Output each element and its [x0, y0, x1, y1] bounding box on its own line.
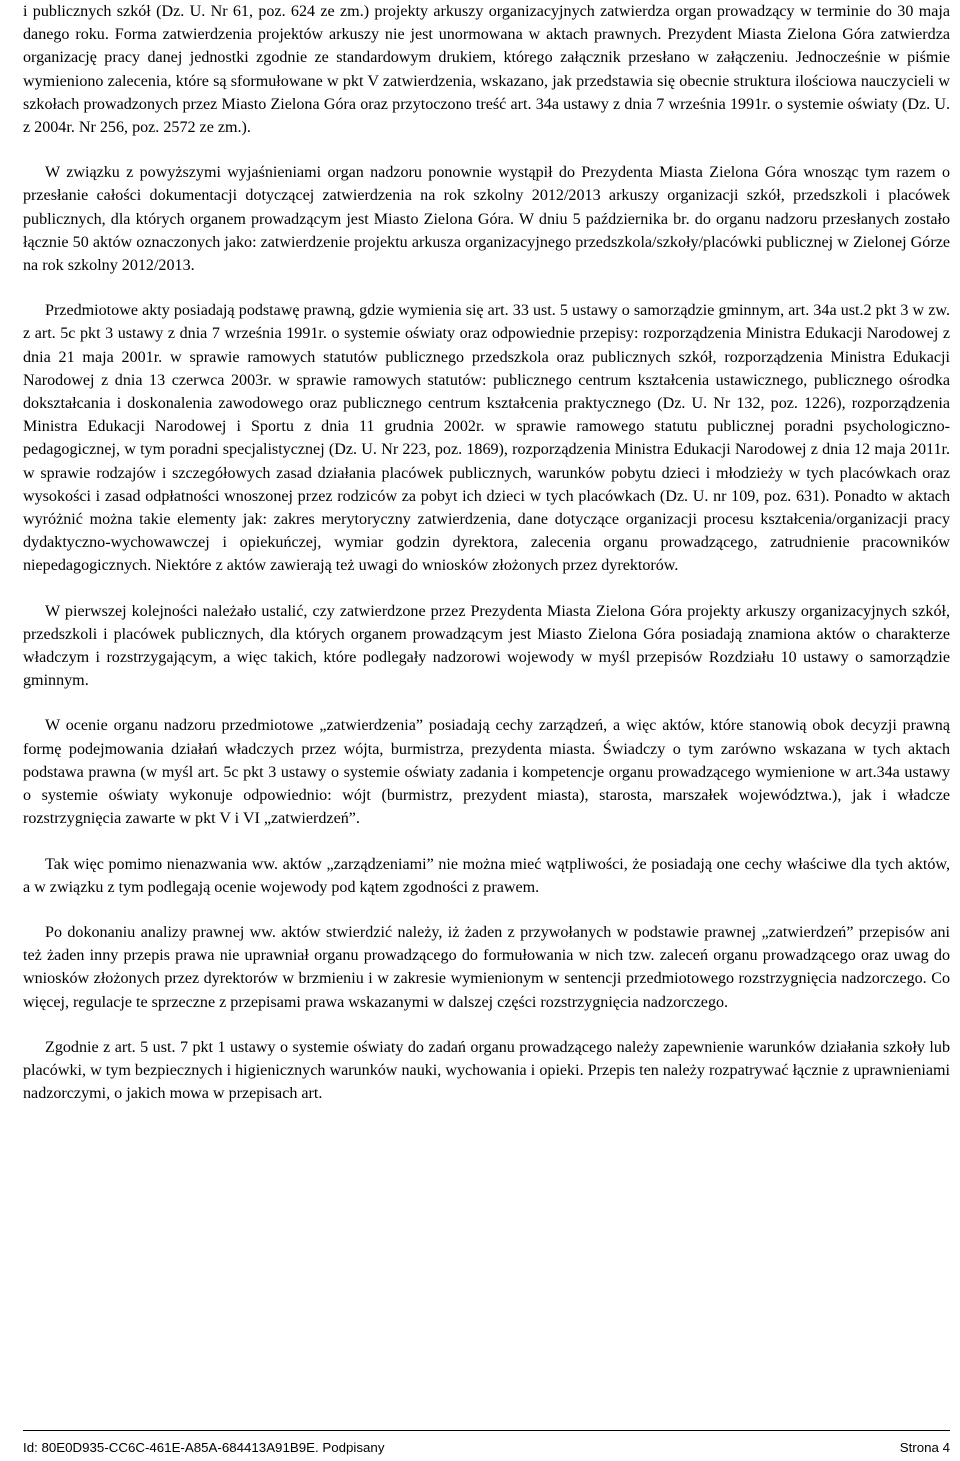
- paragraph-gap: [23, 277, 950, 299]
- document-id-text: Id: 80E0D935-CC6C-461E-A85A-684413A91B9E. Podpisany: [23, 1440, 385, 1455]
- paragraph-3: Przedmiotowe akty posiadają podstawę prawną, gdzie wymienia się art. 33 ust. 5 ustawy o samorządzie gminnym, art. 34a ust.2 pkt 3 w zw. z art. 5c pkt 3 ustawy z dnia 7 września 1991r. o systemie oświaty oraz odpowiednie przepisy: rozporządzenia Ministra Edukacji Narodowej z dnia 21 maja 2001r. w sprawie ramowych statutów publicznego przedszkola oraz publicznych szkół, rozporządzenia Ministra Edukacji Narodowej z dnia 13 czerwca 2003r. w sprawie ramowych statutów: publicznego centrum kształcenia ustawicznego, publicznego ośrodka dokształcania i doskonalenia zawodowego oraz publicznego centrum kształcenia praktycznego (Dz. U. Nr 132, poz. 1226), rozporządzenia Ministra Edukacji Narodowej i Sportu z dnia 11 grudnia 2002r. w sprawie ramowego statutu publicznej poradni psychologiczno-pedagogicznej, w tym poradni specjalistycznej (Dz. U. Nr 223, poz. 1869), rozporządzenia Ministra Edukacji Narodowej z dnia 12 maja 2011r. w sprawie rodzajów i szczegółowych zasad działania placówek publicznych, warunków pobytu dzieci i młodzieży w tych placówkach oraz wysokości i zasad odpłatności wnoszonej przez rodziców za pobyt ich dzieci w tych placówkach (Dz. U. nr 109, poz. 631). Ponadto w aktach wyróżnić można takie elementy jak: zakres merytoryczny zatwierdzenia, dane dotyczące organizacji procesu kształcenia/organizacji pracy dydaktyczno-wychowawczej i opiekuńczej, wymiar godzin dyrektora, zalecenia organu prowadzącego, zatrudnienie pracowników niepedagogicznych. Niektóre z aktów zawierają też uwagi do wniosków złożonych przez dyrektorów.: [23, 302, 950, 575]
- paragraph-8: Zgodnie z art. 5 ust. 7 pkt 1 ustawy o systemie oświaty do zadań organu prowadzącego należy zapewnienie warunków działania szkoły lub placówki, w tym bezpiecznych i higienicznych warunków nauki, wychowania i opieki. Przepis ten należy rozpatrywać łącznie z uprawnieniami nadzorczymi, o jakich mowa w przepisach art.: [23, 1038, 950, 1103]
- paragraph-5: W ocenie organu nadzoru przedmiotowe „zatwierdzenia” posiadają cechy zarządzeń, a więc aktów, które stanowią obok decyzji prawną formę podejmowania działań władczych przez wójta, burmistrza, prezydenta miasta. Świadczy o tym zarówno wskazana w tych aktach podstawa prawna (w myśl art. 5c pkt 3 ustawy o systemie oświaty zadania i kompetencje organu prowadzącego wymienione w art.34a ustawy o systemie oświaty wykonuje odpowiednio: wójt (burmistrz, prezydent miasta), starosta, marszałek województwa.), jak i władcze rozstrzygnięcia zawarte w pkt V i VI „zatwierdzeń”.: [23, 717, 950, 828]
- paragraph-2: W związku z powyższymi wyjaśnieniami organ nadzoru ponownie wystąpił do Prezydenta Miasta Zielona Góra wnosząc tym razem o przesłanie całości dokumentacji dotyczącej zatwierdzenia na rok szkolny 2012/2013 arkuszy organizacji szkół, przedszkoli i placówek publicznych, dla których organem prowadzącym jest Miasto Zielona Góra. W dniu 5 października br. do organu nadzoru przesłanych zostało łącznie 50 aktów oznaczonych jako: zatwierdzenie projektu arkusza organizacyjnego przedszkola/szkoły/placówki publicznej w Zielonej Górze na rok szkolny 2012/2013.: [23, 164, 950, 275]
- paragraph-gap: [23, 578, 950, 600]
- paragraph-7: Po dokonaniu analizy prawnej ww. aktów stwierdzić należy, iż żaden z przywołanych w podstawie prawnej „zatwierdzeń” przepisów ani też żaden inny przepis prawa nie uprawniał organu prowadzącego do formułowania w nich tzw. zaleceń organu prowadzącego oraz uwag do wniosków złożonych przez dyrektorów w brzmieniu i w zakresie wymienionym w sentencji przedmiotowego rozstrzygnięcia nadzorczego. Co więcej, regulacje te sprzeczne z przepisami prawa wskazanymi w dalszej części rozstrzygnięcia nadzorczego.: [23, 923, 950, 1011]
- paragraph-gap: [23, 899, 950, 921]
- document-body: [23, 0, 950, 1105]
- page-number: Strona 4: [899, 1440, 950, 1455]
- page-footer: [23, 1430, 950, 1456]
- paragraph-gap: [23, 692, 950, 714]
- paragraph-gap: [23, 1014, 950, 1036]
- paragraph-gap: [23, 139, 950, 161]
- paragraph-1: i publicznych szkół (Dz. U. Nr 61, poz. 624 ze zm.) projekty arkuszy organizacyjnych zatwierdza organ prowadzący w terminie do 30 maja danego roku. Forma zatwierdzenia projektów arkuszy nie jest unormowana w aktach prawnych. Prezydent Miasta Zielona Góra zatwierdza organizację pracy danej jednostki zgodnie ze standardowym drukiem, którego załącznik przesłano w załączeniu. Jednocześnie w piśmie wymieniono zalecenia, które są sformułowane w pkt V zatwierdzenia, wskazano, jak przedstawia się obecnie struktura ilościowa nauczycieli w szkołach prowadzonych przez Miasto Zielona Góra oraz przytoczono treść art. 34a ustawy z dnia 7 września 1991r. o systemie oświaty (Dz. U. z 2004r. Nr 256, poz. 2572 ze zm.).: [23, 3, 950, 137]
- paragraph-6: Tak więc pomimo nienazwania ww. aktów „zarządzeniami” nie można mieć wątpliwości, że posiadają one cechy właściwe dla tych aktów, a w związku z tym podlegają ocenie wojewody pod kątem zgodności z prawem.: [23, 855, 950, 896]
- paragraph-gap: [23, 831, 950, 853]
- paragraph-4: W pierwszej kolejności należało ustalić, czy zatwierdzone przez Prezydenta Miasta Zielona Góra projekty arkuszy organizacyjnych szkół, przedszkoli i placówek publicznych, dla których organem prowadzącym jest Miasto Zielona Góra posiadają znamiona aktów o charakterze władczym i rozstrzygającym, a więc takich, które podlegały nadzorowi wojewody w myśl przepisów Rozdziału 10 ustawy o samorządzie gminnym.: [23, 602, 950, 690]
